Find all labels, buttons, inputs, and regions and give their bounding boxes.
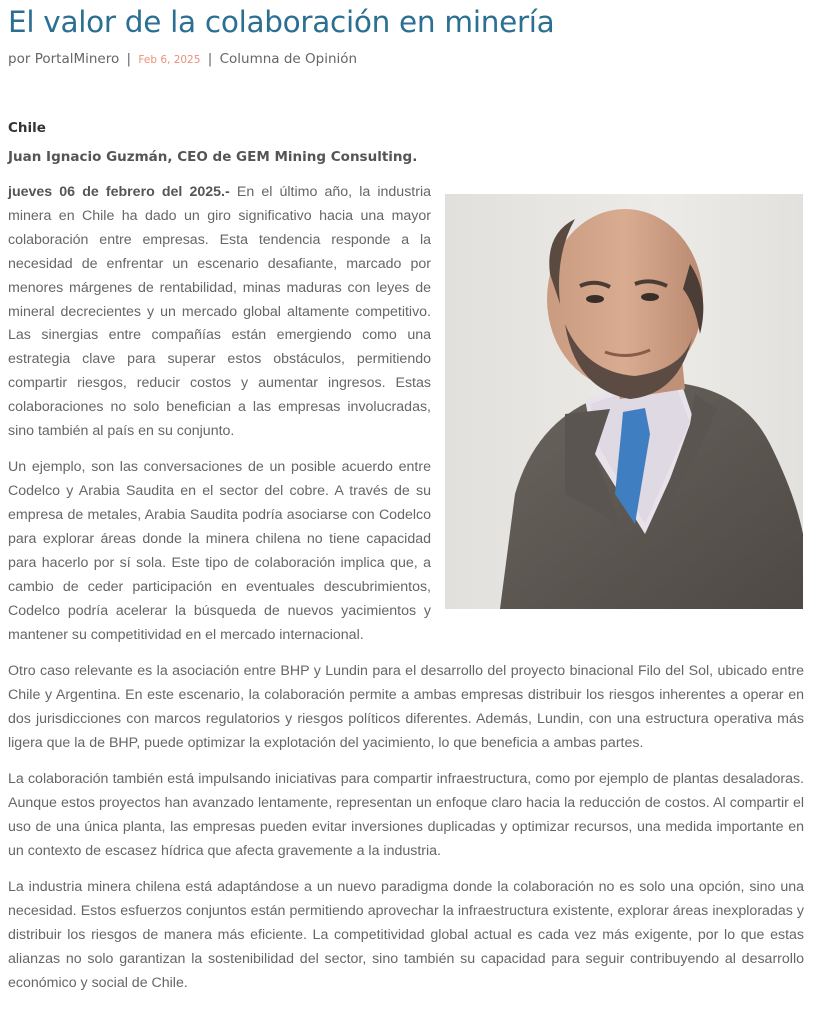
article-meta bbox=[8, 50, 804, 69]
article-body bbox=[8, 181, 804, 996]
paragraph: La colaboración también está impulsando iniciativas para compartir infraestructura, como por ejemplo de plantas desaladoras. Aunque estos proyectos han avanzado lentamente, representan un enfoque claro hacia la reducción de costos. Al compartir el uso de una única planta, las empresas pueden evitar inversiones duplicadas y optimizar recursos, una medida importante en un contexto de escasez hídrica que afecta gravemente a la industria. bbox=[8, 771, 804, 860]
meta-category-link[interactable]: Columna de Opinión bbox=[219, 51, 358, 67]
meta-author-link[interactable]: PortalMinero bbox=[34, 51, 120, 67]
paragraph: Un ejemplo, son las conversaciones de un posible acuerdo entre Codelco y Arabia Saudita en el sector del cobre. A través de su empresa de metales, Arabia Saudita podría asociarse con Codelco para explorar áreas donde la minera chilena no tiene capacidad para hacerlo por sí sola. Este tipo de colaboración implica que, a cambio de ceder participación en eventuales descubrimientos, Codelco podría acelerar la búsqueda de nuevos yacimientos y mantener su competitividad en el mercado internacional. bbox=[8, 459, 431, 643]
meta-date: Feb 6, 2025 bbox=[138, 54, 201, 66]
author-portrait-photo bbox=[445, 194, 803, 609]
paragraph: Otro caso relevante es la asociación entre BHP y Lundin para el desarrollo del proyecto binacional Filo del Sol, ubicado entre Chile y Argentina. En este escenario, la colaboración permite a ambas empresas distribuir los riesgos inherentes a operar en dos jurisdicciones con marcos regulatorios y riesgos políticos diferentes. Además, Lundin, con una estructura operativa más ligera que la de BHP, puede optimizar la explotación del yacimiento, lo que beneficia a ambas partes. bbox=[8, 663, 804, 751]
article-location: Chile bbox=[8, 120, 46, 136]
author-portrait-icon bbox=[445, 194, 803, 609]
lead-date: jueves 06 de febrero del 2025.- bbox=[8, 184, 230, 200]
paragraph: La industria minera chilena está adaptándose a un nuevo paradigma donde la colaboración no es solo una opción, sino una necesidad. Estos esfuerzos conjuntos están permitiendo aprovechar la infraestructura existente, explorar áreas inexploradas y distribuir los riesgos de manera más eficiente. La competitividad global actual es cada vez más exigente, por lo que estas alianzas no solo garantizan la sostenibilidad del sector, sino también su capacidad para seguir contribuyendo al desarrollo económico y social de Chile. bbox=[8, 879, 804, 992]
meta-separator: | bbox=[126, 51, 132, 67]
meta-separator: | bbox=[207, 51, 213, 67]
article-title: El valor de la colaboración en minería bbox=[8, 5, 555, 39]
article bbox=[8, 0, 804, 1009]
article-byline: Juan Ignacio Guzmán, CEO de GEM Mining Consulting. bbox=[8, 149, 418, 165]
meta-prefix: por bbox=[8, 51, 31, 67]
paragraph-text: En el último año, la industria minera en Chile ha dado un giro significativo hacia una mayor colaboración entre empresas. Esta tendencia responde a la necesidad de enfrentar un escenario desafiante, marcado por menores márgenes de rentabilidad, minas maduras con leyes de mineral decrecientes y un mercado global altamente competitivo. Las sinergias entre compañías están emergiendo como una estrategia clave para superar estos obstáculos, permitiendo compartir riesgos, reducir costos y aumentar ingresos. Estas colaboraciones no solo benefician a las empresas involucradas, sino también al país en su conjunto. bbox=[8, 184, 431, 440]
